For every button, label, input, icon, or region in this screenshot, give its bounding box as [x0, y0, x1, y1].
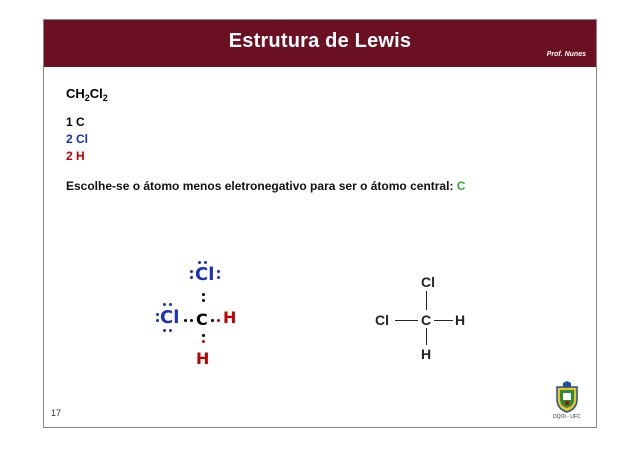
lewis-bottom-hydrogen: H	[196, 349, 210, 368]
lewis-top-chlorine: Cl	[195, 264, 215, 285]
lewis-right-hydrogen: H	[223, 308, 237, 327]
lewis-central-carbon: C	[196, 310, 208, 329]
electron-dot	[217, 270, 220, 273]
central-atom: C	[456, 179, 466, 193]
electron-dot	[217, 319, 220, 322]
electron-dot	[202, 334, 205, 337]
slide-header	[44, 20, 596, 67]
page-number: 17	[51, 408, 62, 418]
formula-h-subscript: 2	[84, 93, 90, 103]
electron-dot	[204, 261, 207, 264]
electron-dot	[202, 293, 205, 296]
single-bond-bottom	[426, 328, 427, 345]
central-atom-sentence	[66, 179, 465, 193]
formula-h: H	[75, 86, 85, 101]
electron-dot	[184, 319, 187, 322]
single-bond-top	[426, 291, 427, 310]
electron-dot	[190, 319, 193, 322]
electron-dot	[217, 276, 220, 279]
formula-cl-subscript: 2	[102, 93, 108, 103]
author-label: Prof. Nunes	[546, 51, 586, 58]
slide-title: Estrutura de Lewis	[228, 30, 412, 52]
structure-central-carbon: C	[421, 312, 432, 328]
formula-c: C	[66, 86, 76, 101]
electron-dot	[202, 340, 205, 343]
formula-cl: Cl	[89, 86, 103, 101]
electron-dot	[163, 329, 166, 332]
electron-dot	[198, 261, 201, 264]
electron-dot	[190, 270, 193, 273]
structure-left-chlorine: Cl	[375, 312, 389, 328]
electron-dot	[169, 303, 172, 306]
count-chlorine: 2 Cl	[66, 132, 89, 146]
electron-dot	[190, 276, 193, 279]
electron-dot	[169, 329, 172, 332]
single-bond-right	[434, 320, 453, 321]
electron-dot	[156, 319, 159, 322]
institution-label: DQOI - UFC	[553, 414, 581, 420]
lewis-left-chlorine: Cl	[160, 307, 180, 328]
slide	[43, 19, 597, 428]
molecular-formula	[66, 86, 108, 103]
electron-dot	[202, 299, 205, 302]
structure-top-chlorine: Cl	[421, 274, 435, 290]
single-bond-left	[395, 320, 418, 321]
structure-right-hydrogen: H	[455, 312, 466, 328]
electron-dot	[163, 303, 166, 306]
count-carbon: 1 C	[66, 115, 85, 129]
sentence-text: Escolhe-se o átomo menos eletronegativo para ser o átomo central:	[66, 179, 454, 193]
electron-dot	[156, 313, 159, 316]
university-crest-logo	[553, 381, 581, 413]
electron-dot	[211, 319, 214, 322]
count-hydrogen: 2 H	[66, 149, 85, 163]
structure-bottom-hydrogen: H	[421, 346, 432, 362]
